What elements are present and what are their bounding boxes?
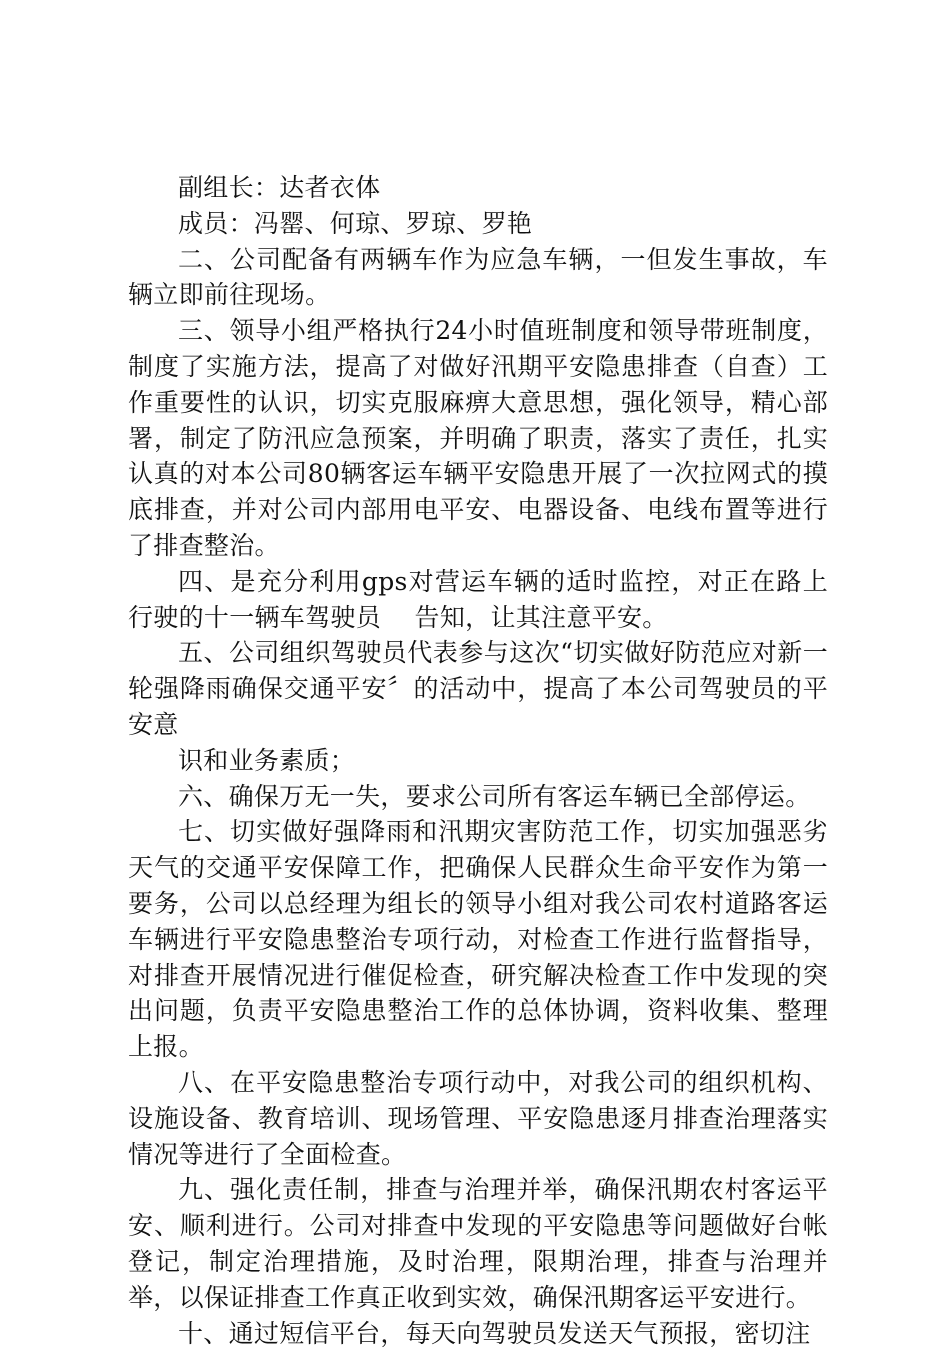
paragraph-deputy-leader: 副组长：达者衣体 [128, 170, 828, 206]
paragraph-item-8: 八、在平安隐患整治专项行动中，对我公司的组织机构、设施设备、教育培训、现场管理、平安隐患逐月排查治理落实情况等进行了全面检查。 [128, 1065, 828, 1172]
paragraph-members: 成员：冯罂、何琼、罗琼、罗艳 [128, 206, 828, 242]
paragraph-item-9: 九、强化责任制，排查与治理并举，确保汛期农村客运平安、顺利进行。公司对排查中发现的平安隐患等问题做好台帐登记，制定治理措施，及时治理，限期治理，排查与治理并举，以保证排查工作真正收到实效，确保汛期客运平安进行。 [128, 1172, 828, 1315]
paragraph-item-3: 三、领导小组严格执行24小时值班制度和领导带班制度，制度了实施方法，提高了对做好汛期平安隐患排查（自查）工作重要性的认识，切实克服麻痹大意思想，强化领导，精心部署，制定了防汛应急预案，并明确了职责，落实了责任，扎实认真的对本公司80辆客运车辆平安隐患开展了一次拉网式的摸底排查，并对公司内部用电平安、电器设备、电线布置等进行了排查整治。 [128, 313, 828, 564]
document-body [128, 170, 828, 1351]
paragraph-item-4: 四、是充分利用gps对营运车辆的适时监控，对正在路上行驶的十一辆车驾驶员 告知，让其注意平安。 [128, 564, 828, 636]
paragraph-item-10: 十、通过短信平台，每天向驾驶员发送天气预报，密切注 [128, 1316, 828, 1351]
paragraph-item-5-continued: 识和业务素质； [128, 743, 828, 779]
paragraph-item-5: 五、公司组织驾驶员代表参与这次“切实做好防范应对新一轮强降雨确保交通平安〞的活动中，提高了本公司驾驶员的平安意 [128, 635, 828, 742]
paragraph-item-7: 七、切实做好强降雨和汛期灾害防范工作，切实加强恶劣天气的交通平安保障工作，把确保人民群众生命平安作为第一要务，公司以总经理为组长的领导小组对我公司农村道路客运车辆进行平安隐患整治专项行动，对检查工作进行监督指导，对排查开展情况进行催促检查，研究解决检查工作中发现的突出问题，负责平安隐患整治工作的总体协调，资料收集、整理上报。 [128, 814, 828, 1065]
paragraph-item-2: 二、公司配备有两辆车作为应急车辆，一但发生事故，车辆立即前往现场。 [128, 242, 828, 314]
paragraph-item-6: 六、确保万无一失，要求公司所有客运车辆已全部停运。 [128, 779, 828, 815]
